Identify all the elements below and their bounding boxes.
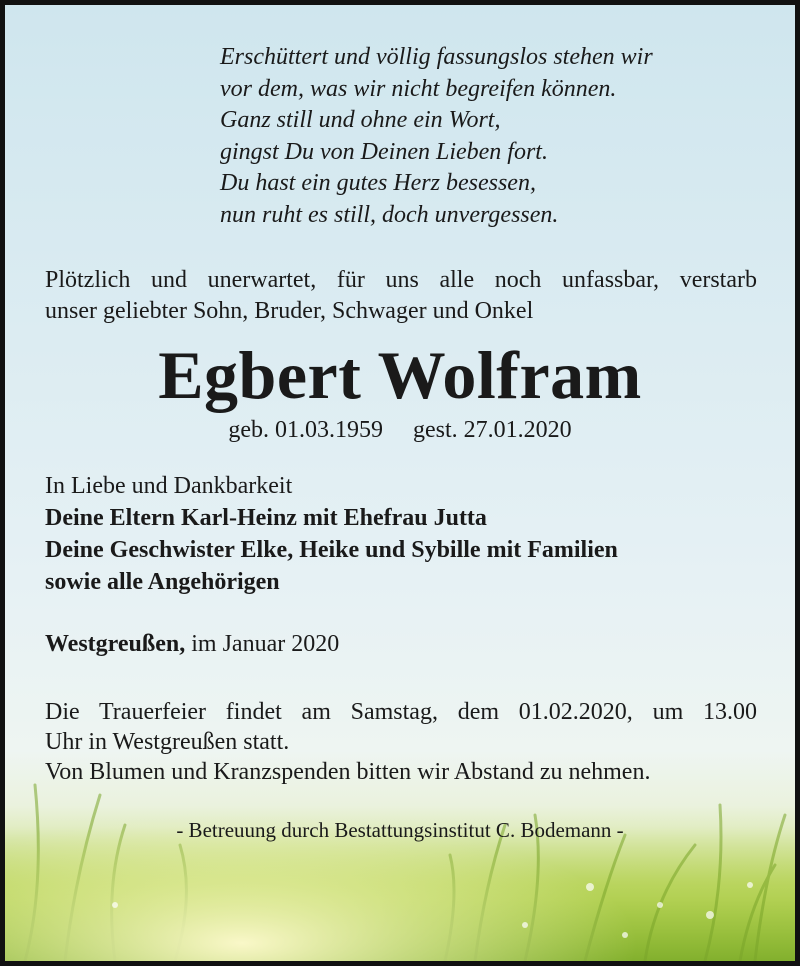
funeral-line: Uhr in Westgreußen statt. [45,729,290,755]
announcement-intro [45,265,757,327]
mourner-line: Deine Eltern Karl-Heinz mit Ehefrau Jutta [45,505,487,531]
mourner-line: sowie alle Angehörigen [45,569,280,595]
intro-line: unser geliebter Sohn, Bruder, Schwager und Onkel [45,298,534,324]
poem [220,42,653,231]
life-dates [5,415,795,445]
mourners-intro: In Liebe und Dankbarkeit [45,473,293,499]
poem-line: Du hast ein gutes Herz besessen, [220,170,536,196]
poem-line: vor dem, was wir nicht begreifen können. [220,75,617,102]
funeral-info [45,697,757,787]
place-month: im Januar 2020 [185,631,340,657]
deceased-name: Egbert Wolfram [158,337,642,413]
poem-line: Erschüttert und völlig fassungslos stehen wir [220,44,653,70]
death-date: gest. 27.01.2020 [412,417,572,443]
funeral-line: Von Blumen und Kranzspenden bitten wir Abstand zu nehmen. [45,759,651,785]
place-town: Westgreußen, [45,631,186,657]
poem-line: nun ruht es still, doch unvergessen. [220,201,559,228]
mourner-line: Deine Geschwister Elke, Heike und Sybille mit Familien [45,537,618,563]
place-date [45,628,339,660]
funeral-line: Die Trauerfeier findet am Samstag, dem 01.02.2020, um 13.00 [45,699,757,725]
birth-date: geb. 01.03.1959 [228,417,383,443]
mourners [45,470,618,598]
funeral-home-credit: - Betreuung durch Bestattungsinstitut C. Bodemann - [176,818,624,842]
intro-line: Plötzlich und unerwartet, für uns alle noch unfassbar, verstarb [45,267,757,293]
poem-line: Ganz still und ohne ein Wort, [220,107,501,133]
poem-line: gingst Du von Deinen Lieben fort. [220,138,548,165]
